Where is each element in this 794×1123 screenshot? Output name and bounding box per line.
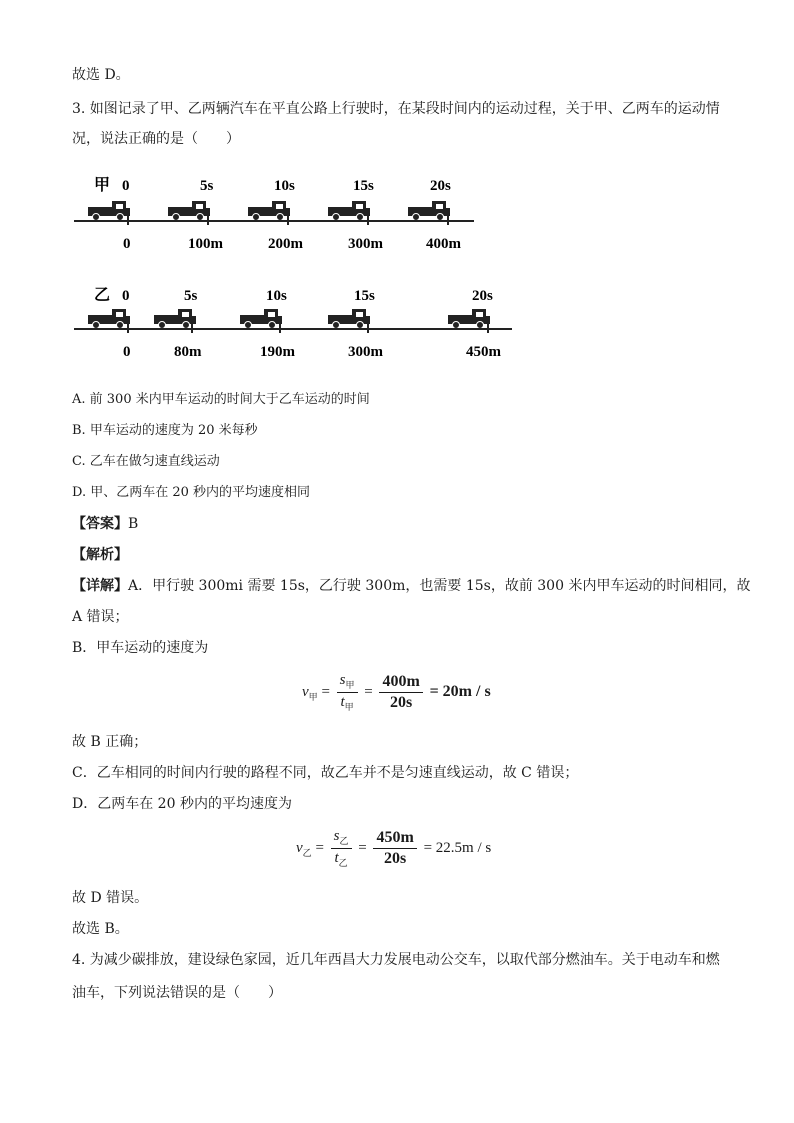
car-b-label: 乙 bbox=[94, 287, 111, 304]
row-b-time: 15s bbox=[354, 288, 375, 304]
detail-a-text: A．甲行驶 300mi 需要 15s，乙行驶 300m，也需要 15s，故前 300 米内甲车运动的时间相同，故 bbox=[128, 578, 751, 594]
d-wrong: 故 D 错误。 bbox=[72, 890, 149, 906]
row-b-dist: 450m bbox=[466, 344, 501, 360]
row-a-time: 10s bbox=[274, 178, 295, 194]
detail-b: B．甲车运动的速度为 bbox=[72, 640, 209, 656]
formula-v: v bbox=[296, 839, 303, 856]
formula-denominator: 20s bbox=[384, 850, 407, 867]
formula-sub: 甲 bbox=[308, 691, 318, 702]
answer-value: B bbox=[128, 516, 139, 532]
car-icon bbox=[408, 201, 450, 221]
row-b-dist: 0 bbox=[123, 344, 131, 360]
row-b-time: 20s bbox=[472, 288, 493, 304]
detail-c: C．乙车相同的时间内行驶的路程不同，故乙车并不是匀速直线运动，故 C 错误； bbox=[72, 765, 579, 781]
row-b-dist: 80m bbox=[174, 344, 202, 360]
row-b-dist: 300m bbox=[348, 344, 383, 360]
formula-numerator: 450m bbox=[373, 829, 416, 849]
question-4-line-2: 油车，下列说法错误的是（ ） bbox=[72, 985, 282, 1001]
row-a-dist: 0 bbox=[123, 236, 131, 252]
fraction-symbolic bbox=[331, 828, 352, 869]
answer-line bbox=[72, 515, 138, 533]
fraction-numeric bbox=[379, 673, 422, 712]
row-a-time: 5s bbox=[200, 178, 214, 194]
fraction-numeric bbox=[373, 829, 416, 868]
fraction-symbolic bbox=[337, 672, 358, 713]
formula-numerator: 400m bbox=[379, 673, 422, 693]
final-answer: 故选 B。 bbox=[72, 921, 129, 937]
formula-denominator: 20s bbox=[390, 694, 413, 711]
formula-sub: 乙 bbox=[339, 836, 349, 846]
row-a-dist: 300m bbox=[348, 236, 383, 252]
car-icon bbox=[328, 309, 370, 329]
row-b-time: 0 bbox=[122, 288, 130, 304]
car-icon bbox=[328, 201, 370, 221]
row-b-time: 5s bbox=[184, 288, 198, 304]
motion-figure bbox=[72, 170, 522, 365]
option-b: B. 甲车运动的速度为 20 米每秒 bbox=[72, 423, 258, 438]
formula-t: t bbox=[340, 694, 345, 710]
formula-speed-a: $v_甲$ = $\frac{s_甲}{t_甲}$ = $\frac{400m}{20s}$ = 20m / s bbox=[302, 672, 491, 712]
row-b-dist: 190m bbox=[260, 344, 295, 360]
formula-sub: 乙 bbox=[338, 858, 348, 868]
row-a-dist: 200m bbox=[268, 236, 303, 252]
question-3-line-2: 况，说法正确的是（ ） bbox=[72, 131, 240, 147]
formula-result: = 22.5m / s bbox=[423, 839, 492, 856]
row-a-time: 20s bbox=[430, 178, 451, 194]
formula-t: t bbox=[334, 850, 339, 866]
car-icon bbox=[248, 201, 290, 221]
formula-s: s bbox=[339, 672, 346, 688]
detail-a-line-2: A 错误； bbox=[72, 609, 129, 625]
formula-s: s bbox=[333, 828, 340, 844]
car-icon bbox=[448, 309, 490, 329]
row-b-time: 10s bbox=[266, 288, 287, 304]
formula-sub: 甲 bbox=[345, 680, 355, 690]
formula-result: = 20m / s bbox=[429, 682, 491, 700]
row-a-time: 15s bbox=[353, 178, 374, 194]
option-a: A. 前 300 米内甲车运动的时间大于乙车运动的时间 bbox=[72, 392, 370, 407]
prev-answer: 故选 D。 bbox=[72, 67, 130, 83]
detail-tag: 【详解】 bbox=[72, 578, 128, 594]
b-correct: 故 B 正确； bbox=[72, 734, 148, 750]
formula-speed-b: $v_乙$ = $\frac{s_乙}{t_乙}$ = $\frac{450m}{20s}$ = 22.5m / s bbox=[296, 828, 492, 868]
question-4-line-1: 4. 为减少碳排放，建设绿色家园，近几年西昌大力发展电动公交车，以取代部分燃油车。关于电动车和燃 bbox=[72, 952, 720, 968]
car-icon bbox=[88, 201, 130, 221]
car-icon bbox=[154, 309, 196, 329]
car-icon bbox=[88, 309, 130, 329]
option-d: D. 甲、乙两车在 20 秒内的平均速度相同 bbox=[72, 485, 311, 500]
formula-sub: 乙 bbox=[302, 847, 312, 858]
option-c: C. 乙车在做匀速直线运动 bbox=[72, 454, 220, 469]
row-a-dist: 400m bbox=[426, 236, 461, 252]
car-a-label: 甲 bbox=[94, 177, 111, 194]
car-icon bbox=[168, 201, 210, 221]
detail-d: D．乙两车在 20 秒内的平均速度为 bbox=[72, 796, 292, 812]
analysis-tag: 【解析】 bbox=[72, 547, 128, 563]
row-a-dist: 100m bbox=[188, 236, 223, 252]
formula-v: v bbox=[302, 683, 309, 700]
formula-sub: 甲 bbox=[344, 702, 354, 712]
question-3-line-1: 3. 如图记录了甲、乙两辆汽车在平直公路上行驶时，在某段时间内的运动过程，关于甲、乙两车的运动情 bbox=[72, 101, 720, 117]
car-icon bbox=[240, 309, 282, 329]
row-a-time: 0 bbox=[122, 178, 130, 194]
answer-tag: 【答案】 bbox=[72, 516, 128, 532]
detail-a-line-1 bbox=[72, 577, 750, 595]
